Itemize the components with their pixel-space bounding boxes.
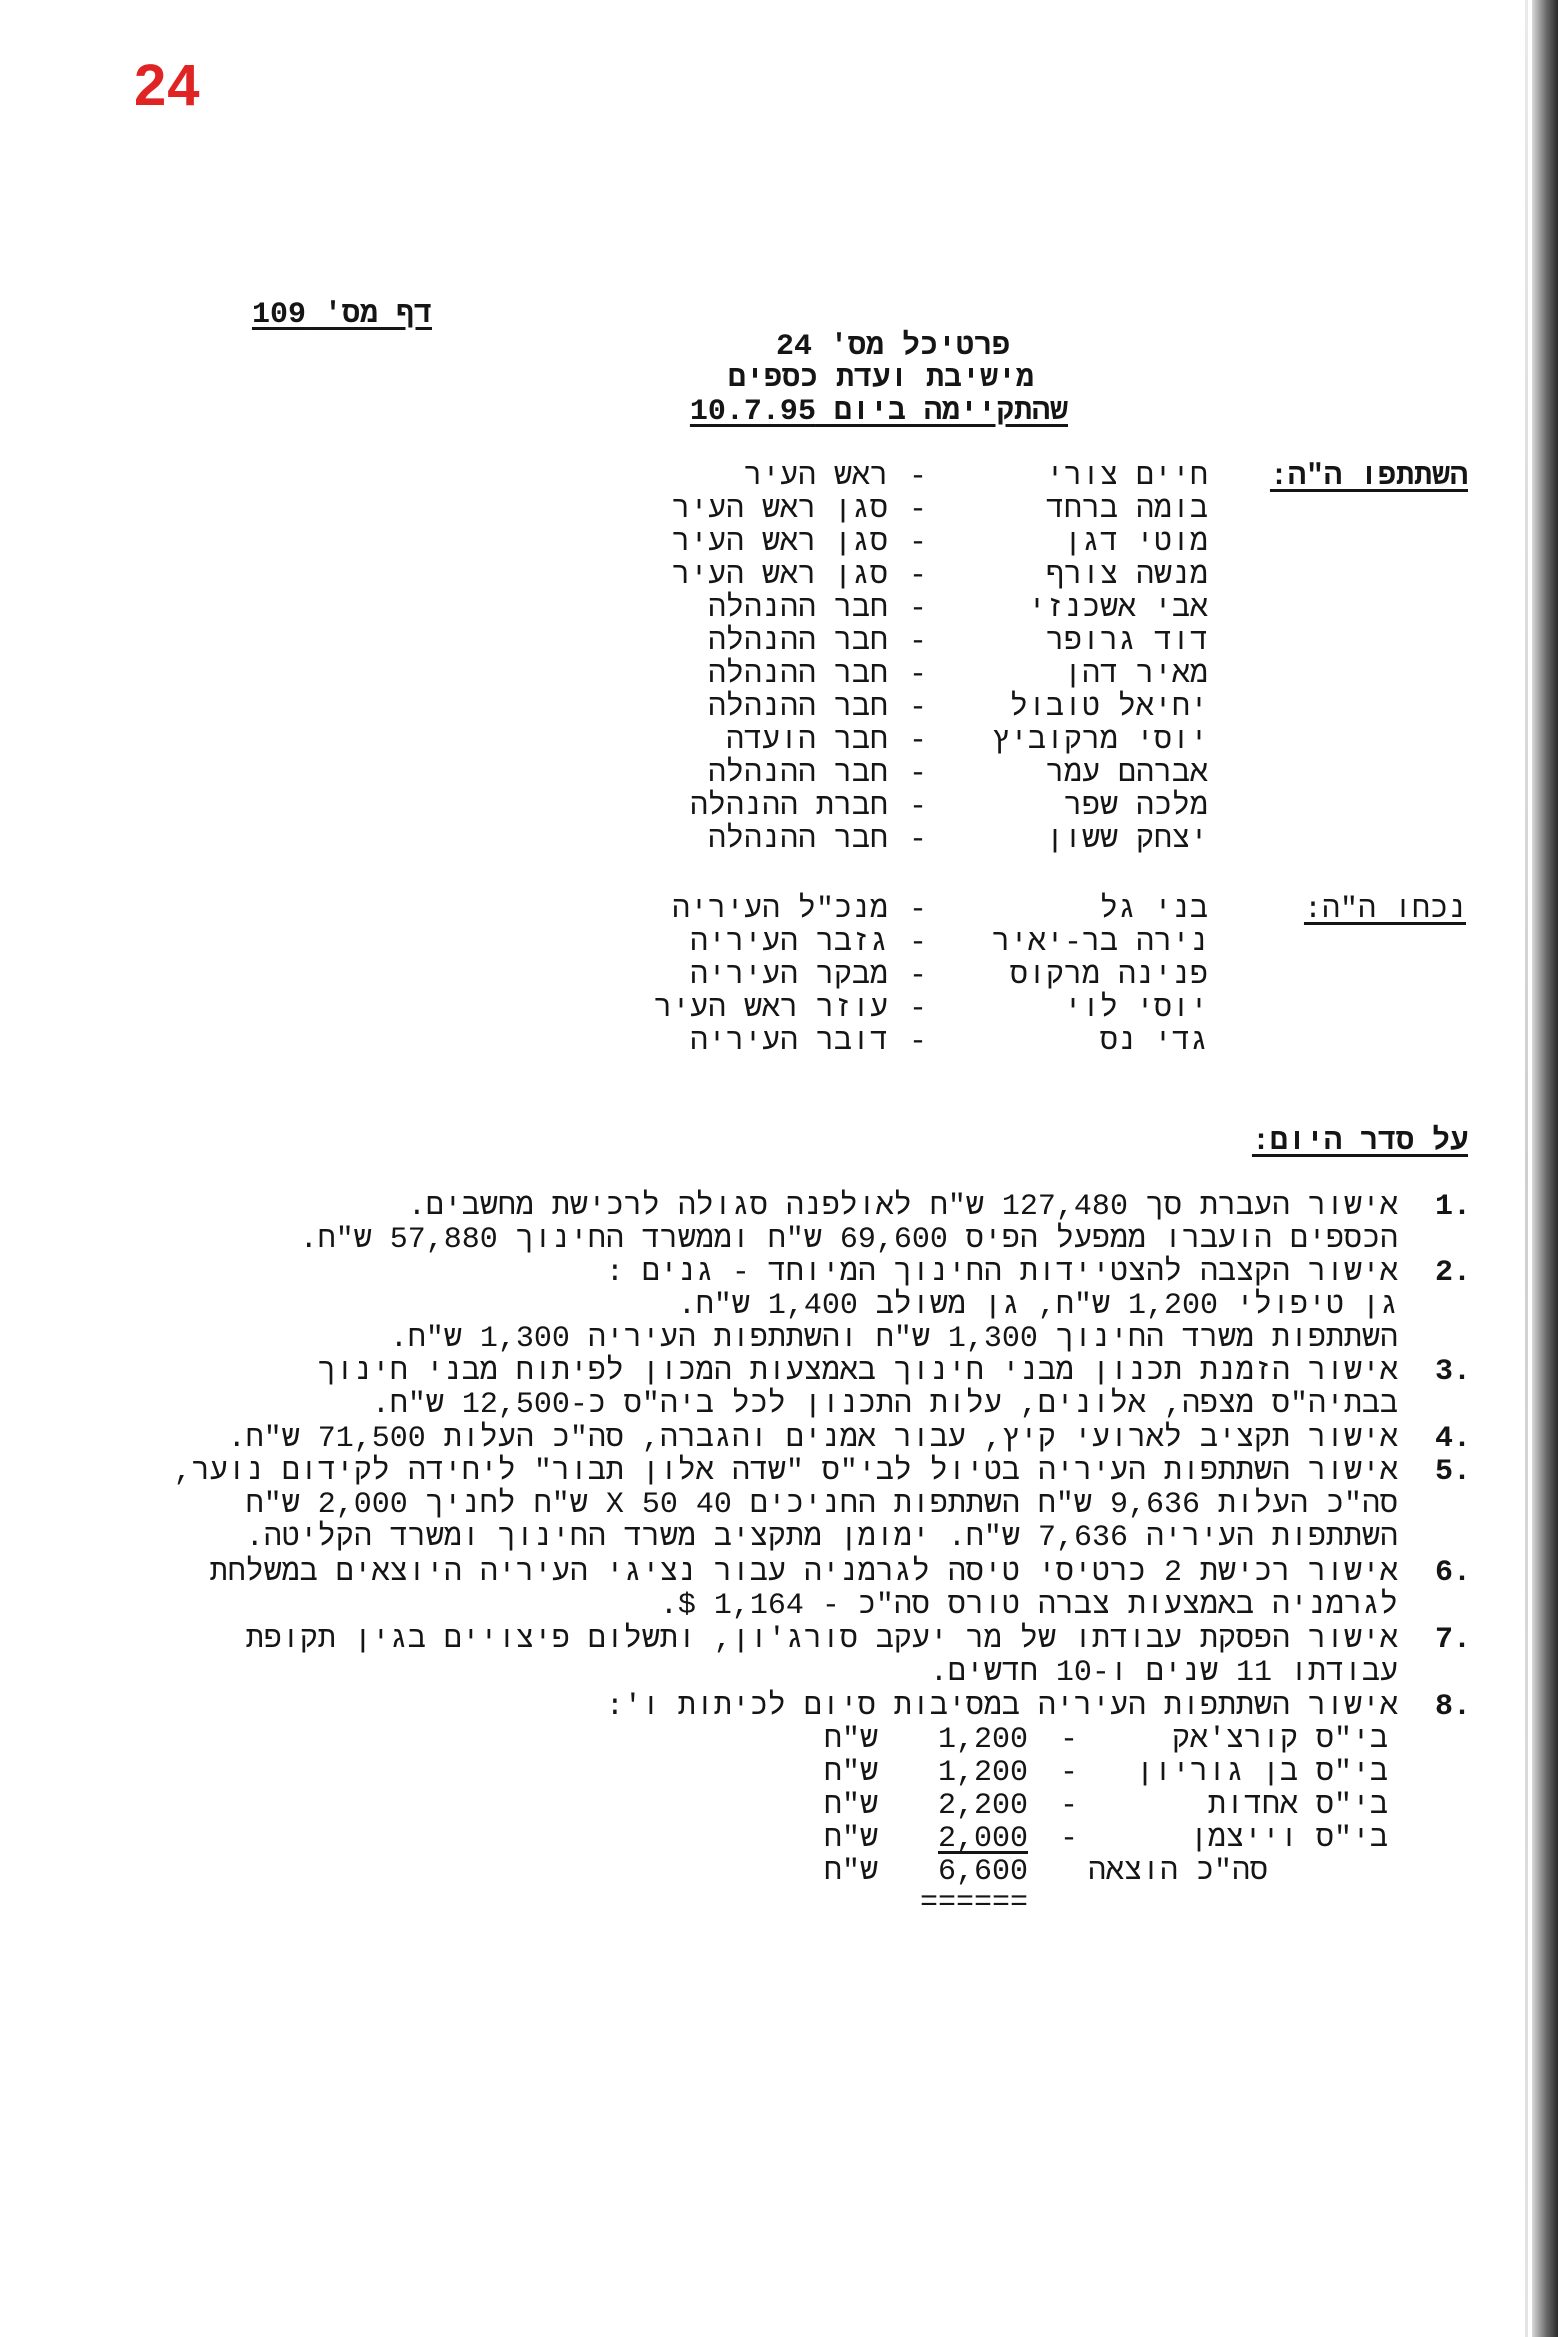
agenda-item-line: הכספים הועברו ממפעל הפיס 69,600 ש"ח וממשרד החינוך 57,880 ש"ח.: [299, 1223, 1398, 1257]
separator-dash: -: [1059, 1756, 1078, 1790]
protocol-title: פרטיכל מס' 24: [775, 330, 1010, 364]
agenda-item-8: [68, 1690, 1488, 1724]
separator-dash: -: [1059, 1723, 1078, 1757]
separator-dash: -: [908, 959, 927, 993]
present-name: פנינה מרקוס: [1009, 959, 1208, 993]
meeting-subtitle: מישיבת ועדת כספים: [727, 362, 1034, 396]
separator-dash: -: [908, 926, 927, 960]
agenda-item-line: אישור הקצבה להצטיידות החינוך המיוחד - גנים :: [605, 1256, 1398, 1290]
participant-row: [0, 757, 1558, 791]
agenda-item-number: 8.: [1434, 1690, 1471, 1724]
participant-name: חיים צורי: [1045, 460, 1208, 494]
agenda-item-number: 2.: [1434, 1256, 1471, 1290]
total-row: [0, 1855, 1558, 1889]
participant-role: חבר ההנהלה: [707, 757, 888, 791]
present-row: [0, 893, 1558, 927]
participants-label: השתתפו ה"ה:: [1269, 460, 1468, 494]
currency-unit: ש"ח: [823, 1789, 878, 1823]
separator-dash: -: [908, 493, 927, 527]
separator-dash: -: [908, 823, 927, 857]
present-row: [0, 926, 1558, 960]
participant-role: ראש העיר: [743, 460, 888, 494]
present-row: [0, 1025, 1558, 1059]
present-role: מנכ"ל העיריה: [671, 893, 888, 927]
present-name: נירה בר-יאיר: [991, 926, 1208, 960]
agenda-item-line: אישור השתתפות העיריה בטיול לבי"ס "שדה אלון תבור" ליחידה לקידום נוער,: [173, 1455, 1398, 1489]
participant-row: [0, 724, 1558, 758]
currency-unit: ש"ח: [823, 1855, 878, 1889]
agenda-label: על סדר היום:: [1251, 1125, 1468, 1159]
school-row: [0, 1822, 1558, 1856]
agenda-item-line: אישור העברת סך 127,480 ש"ח לאולפנה סגולה לרכישת מחשבים.: [407, 1190, 1398, 1224]
participant-row: [0, 658, 1558, 692]
page-crease: [1525, 0, 1528, 2337]
present-role: דובר העיריה: [689, 1025, 888, 1059]
school-name: בי"ס וייצמן: [1189, 1822, 1388, 1856]
agenda-item-line: אישור הפסקת עבודתו של מר יעקב סורג'ון, ותשלום פיצויים בגין תקופת: [245, 1623, 1398, 1657]
agenda-item-line: אישור הזמנת תכנון מבני חינוך באמצעות המכון לפיתוח מבני חינוך: [317, 1355, 1398, 1389]
present-name: בני גל: [1099, 893, 1208, 927]
agenda-item-line: אישור רכישת 2 כרטיסי טיסה לגרמניה עבור נציגי העיריה היוצאים במשלחת: [209, 1556, 1398, 1590]
currency-unit: ש"ח: [823, 1756, 878, 1790]
participant-name: אבי אשכנזי: [1027, 592, 1208, 626]
present-role: גזבר העיריה: [689, 926, 888, 960]
present-name: יוסי לוי: [1063, 992, 1208, 1026]
meeting-date-line: שהתקיימה ביום 10.7.95: [689, 395, 1068, 429]
participant-role: חבר ההנהלה: [707, 823, 888, 857]
agenda-item-line: השתתפות משרד החינוך 1,300 ש"ח והשתתפות העיריה 1,300 ש"ח.: [389, 1322, 1398, 1356]
school-row: [0, 1723, 1558, 1757]
total-amount: 6,600: [937, 1855, 1028, 1889]
page-reference: דף מס' 109: [251, 298, 432, 332]
participant-row: [0, 625, 1558, 659]
separator-dash: -: [1059, 1789, 1078, 1823]
school-name: בי"ס אחדות: [1207, 1789, 1388, 1823]
present-label: נכחו ה"ה:: [1303, 893, 1466, 927]
agenda-item-line: עבודתו 11 שנים ו-10 חדשים.: [929, 1656, 1398, 1690]
agenda-item-number: 4.: [1434, 1422, 1471, 1456]
agenda-item-2: [68, 1256, 1488, 1356]
participant-name: יחיאל טובול: [1009, 691, 1208, 725]
agenda-item-number: 1.: [1434, 1190, 1471, 1224]
participant-role: חבר ההנהלה: [707, 592, 888, 626]
present-name: גדי נס: [1099, 1025, 1208, 1059]
separator-dash: -: [908, 691, 927, 725]
total-double-rule: ======: [919, 1886, 1028, 1920]
separator-dash: -: [908, 757, 927, 791]
agenda-item-1: [68, 1190, 1488, 1258]
participant-row: [0, 460, 1558, 494]
participant-name: מוטי דגן: [1063, 526, 1208, 560]
participant-role: חבר ההנהלה: [707, 691, 888, 725]
agenda-item-6: [68, 1556, 1488, 1624]
agenda-item-number: 6.: [1434, 1556, 1471, 1590]
page-number: 24: [134, 53, 201, 118]
separator-dash: -: [908, 592, 927, 626]
agenda-item-7: [68, 1623, 1488, 1691]
currency-unit: ש"ח: [823, 1822, 878, 1856]
total-label: סה"כ הוצאה: [1087, 1855, 1268, 1889]
separator-dash: -: [908, 625, 927, 659]
agenda-item-number: 7.: [1434, 1623, 1471, 1657]
present-row: [0, 959, 1558, 993]
participant-name: מלכה שפר: [1063, 790, 1208, 824]
agenda-item-number: 3.: [1434, 1355, 1471, 1389]
present-row: [0, 992, 1558, 1026]
participant-name: אברהם עמר: [1045, 757, 1208, 791]
participant-role: חברת ההנהלה: [689, 790, 888, 824]
participant-row: [0, 823, 1558, 857]
participant-role: סגן ראש העיר: [671, 493, 888, 527]
school-name: בי"ס קורצ'אק: [1171, 1723, 1388, 1757]
separator-dash: -: [908, 724, 927, 758]
school-row: [0, 1756, 1558, 1790]
agenda-item-line: בבתיה"ס מצפה, אלונים, עלות התכנון לכל ביה"ס כ-12,500 ש"ח.: [371, 1388, 1398, 1422]
school-amount: 1,200: [937, 1723, 1028, 1757]
separator-dash: -: [908, 658, 927, 692]
participant-name: בומה ברחד: [1045, 493, 1208, 527]
separator-dash: -: [908, 893, 927, 927]
agenda-item-line: אישור השתתפות העיריה במסיבות סיום לכיתות ו':: [605, 1690, 1398, 1724]
present-role: עוזר ראש העיר: [653, 992, 888, 1026]
participant-role: סגן ראש העיר: [671, 559, 888, 593]
agenda-item-line: גן טיפולי 1,200 ש"ח, גן משולב 1,400 ש"ח.: [677, 1289, 1398, 1323]
participant-name: יוסי מרקוביץ: [991, 724, 1208, 758]
separator-dash: -: [908, 559, 927, 593]
agenda-item-line: השתתפות העיריה 7,636 ש"ח. ימומן מתקציב משרד החינוך ומשרד הקליטה.: [245, 1521, 1398, 1555]
page-binding-edge: [1532, 0, 1558, 2337]
separator-dash: -: [908, 460, 927, 494]
agenda-item-number: 5.: [1434, 1455, 1471, 1489]
separator-dash: -: [1059, 1822, 1078, 1856]
participant-row: [0, 592, 1558, 626]
participant-row: [0, 493, 1558, 527]
participant-name: יצחק ששון: [1045, 823, 1208, 857]
agenda-item-4: [68, 1422, 1488, 1456]
separator-dash: -: [908, 526, 927, 560]
participant-name: מנשה צורף: [1045, 559, 1208, 593]
agenda-item-3: [68, 1355, 1488, 1423]
present-role: מבקר העיריה: [689, 959, 888, 993]
separator-dash: -: [908, 790, 927, 824]
school-name: בי"ס בן גוריון: [1135, 1756, 1388, 1790]
participant-role: סגן ראש העיר: [671, 526, 888, 560]
participant-row: [0, 526, 1558, 560]
agenda-item-line: אישור תקציב לארועי קיץ, עבור אמנים והגברה, סה"כ העלות 71,500 ש"ח.: [227, 1422, 1398, 1456]
participant-role: חבר הועדה: [725, 724, 888, 758]
school-row: [0, 1789, 1558, 1823]
school-amount: 2,200: [937, 1789, 1028, 1823]
agenda-item-line: לגרמניה באמצעות צברה טורס סה"כ - 1,164 $.: [659, 1589, 1398, 1623]
separator-dash: -: [908, 1025, 927, 1059]
school-amount: 1,200: [937, 1756, 1028, 1790]
school-amount: 2,000: [937, 1822, 1028, 1856]
participant-row: [0, 559, 1558, 593]
participant-name: מאיר דהן: [1063, 658, 1208, 692]
separator-dash: -: [908, 992, 927, 1026]
participant-row: [0, 790, 1558, 824]
participant-role: חבר ההנהלה: [707, 658, 888, 692]
school-expense-table: [0, 1723, 1558, 1923]
agenda-item-5: [68, 1455, 1488, 1555]
agenda-item-line: סה"כ העלות 9,636 ש"ח השתתפות החניכים 40 X 50 ש"ח לחניך 2,000 ש"ח: [245, 1488, 1398, 1522]
participant-row: [0, 691, 1558, 725]
currency-unit: ש"ח: [823, 1723, 878, 1757]
participant-name: דוד גרופר: [1045, 625, 1208, 659]
participant-role: חבר ההנהלה: [707, 625, 888, 659]
